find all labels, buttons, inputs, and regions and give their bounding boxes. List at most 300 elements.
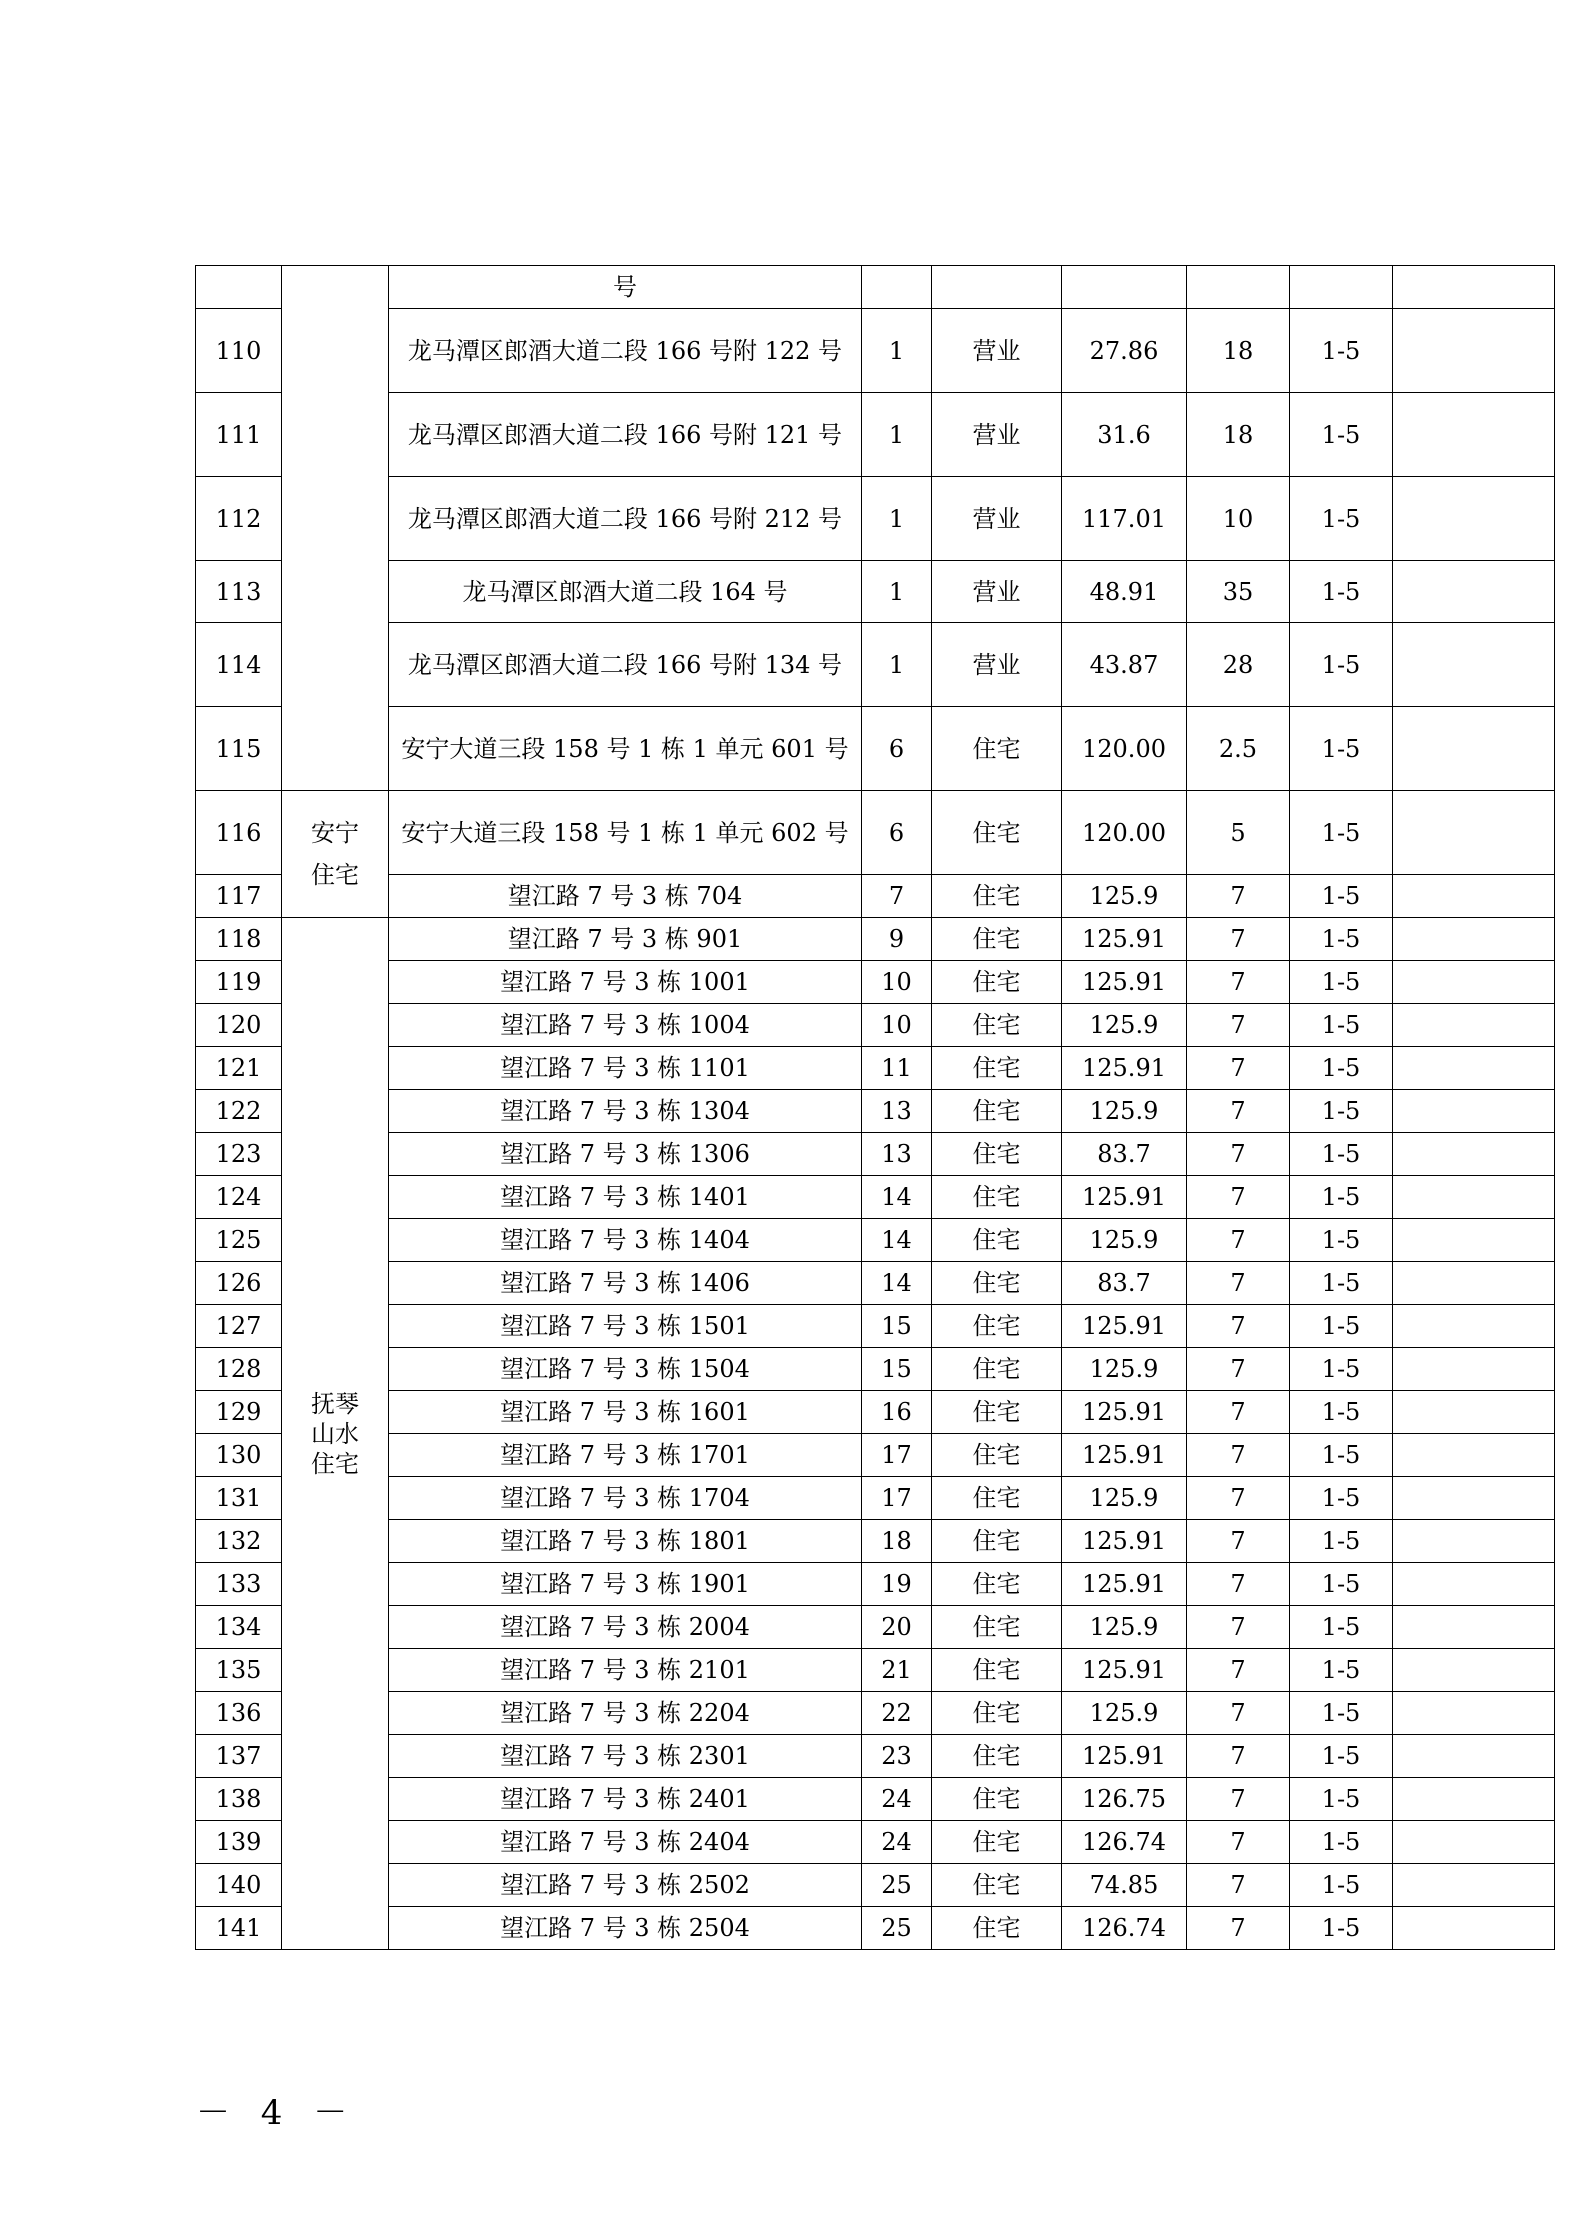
- value-cell: 28: [1187, 623, 1290, 707]
- value-cell: 7: [1187, 1864, 1290, 1907]
- area-cell: 125.91: [1062, 961, 1187, 1004]
- floor-cell: 14: [862, 1262, 932, 1305]
- floor-cell: 25: [862, 1907, 932, 1950]
- property-table: [195, 265, 1555, 1950]
- value-cell: 5: [1187, 791, 1290, 875]
- usage-cell: 住宅: [932, 1305, 1062, 1348]
- usage-cell: 住宅: [932, 1348, 1062, 1391]
- note-cell: [1393, 918, 1555, 961]
- row-number-cell: 130: [196, 1434, 282, 1477]
- term-cell: 1-5: [1290, 1176, 1393, 1219]
- note-cell: [1393, 1176, 1555, 1219]
- row-number-cell: 115: [196, 707, 282, 791]
- table-row: [196, 1907, 1555, 1950]
- area-cell: 125.91: [1062, 1391, 1187, 1434]
- floor-cell: 6: [862, 707, 932, 791]
- area-cell: 125.91: [1062, 1563, 1187, 1606]
- note-cell: [1393, 1305, 1555, 1348]
- row-number-cell: 122: [196, 1090, 282, 1133]
- value-cell: 7: [1187, 1692, 1290, 1735]
- address-cell: 望江路 7 号 3 栋 2101: [389, 1649, 862, 1692]
- note-cell: [1393, 707, 1555, 791]
- table-row: [196, 1778, 1555, 1821]
- note-cell: [1393, 1864, 1555, 1907]
- table-row: [196, 1133, 1555, 1176]
- value-cell: 7: [1187, 875, 1290, 918]
- row-number-cell: 128: [196, 1348, 282, 1391]
- floor-cell: 13: [862, 1133, 932, 1176]
- term-cell: [1290, 266, 1393, 309]
- table-row: [196, 561, 1555, 623]
- note-cell: [1393, 393, 1555, 477]
- area-cell: 120.00: [1062, 707, 1187, 791]
- usage-cell: 住宅: [932, 1262, 1062, 1305]
- value-cell: 18: [1187, 393, 1290, 477]
- value-cell: [1187, 266, 1290, 309]
- address-cell: 望江路 7 号 3 栋 901: [389, 918, 862, 961]
- note-cell: [1393, 1907, 1555, 1950]
- address-cell: 望江路 7 号 3 栋 1101: [389, 1047, 862, 1090]
- term-cell: 1-5: [1290, 477, 1393, 561]
- floor-cell: 1: [862, 393, 932, 477]
- row-number-cell: 113: [196, 561, 282, 623]
- value-cell: 7: [1187, 1262, 1290, 1305]
- term-cell: 1-5: [1290, 1821, 1393, 1864]
- table-row: [196, 791, 1555, 875]
- term-cell: 1-5: [1290, 1219, 1393, 1262]
- area-cell: 83.7: [1062, 1133, 1187, 1176]
- note-cell: [1393, 1391, 1555, 1434]
- area-cell: 125.91: [1062, 1649, 1187, 1692]
- term-cell: 1-5: [1290, 707, 1393, 791]
- usage-cell: 住宅: [932, 1133, 1062, 1176]
- row-number-cell: 137: [196, 1735, 282, 1778]
- address-cell: 望江路 7 号 3 栋 1304: [389, 1090, 862, 1133]
- table-row: [196, 1864, 1555, 1907]
- floor-cell: 20: [862, 1606, 932, 1649]
- floor-cell: 16: [862, 1391, 932, 1434]
- area-cell: 125.91: [1062, 1735, 1187, 1778]
- value-cell: 7: [1187, 1305, 1290, 1348]
- table-body: [196, 266, 1555, 1950]
- value-cell: 7: [1187, 1004, 1290, 1047]
- value-cell: 7: [1187, 1821, 1290, 1864]
- table-row: [196, 707, 1555, 791]
- group-name-cell: 安宁 住宅: [282, 791, 389, 918]
- area-cell: 125.91: [1062, 918, 1187, 961]
- value-cell: 7: [1187, 1133, 1290, 1176]
- table-row: [196, 1004, 1555, 1047]
- row-number-cell: 118: [196, 918, 282, 961]
- area-cell: 125.9: [1062, 875, 1187, 918]
- row-number-cell: 129: [196, 1391, 282, 1434]
- floor-cell: 22: [862, 1692, 932, 1735]
- term-cell: 1-5: [1290, 1563, 1393, 1606]
- term-cell: 1-5: [1290, 1520, 1393, 1563]
- usage-cell: 住宅: [932, 1907, 1062, 1950]
- row-number-cell: 141: [196, 1907, 282, 1950]
- row-number-cell: [196, 266, 282, 309]
- address-cell: 望江路 7 号 3 栋 2401: [389, 1778, 862, 1821]
- area-cell: 83.7: [1062, 1262, 1187, 1305]
- area-cell: 125.91: [1062, 1434, 1187, 1477]
- term-cell: 1-5: [1290, 1348, 1393, 1391]
- address-cell: 望江路 7 号 3 栋 1801: [389, 1520, 862, 1563]
- table-row: [196, 1692, 1555, 1735]
- usage-cell: 住宅: [932, 1434, 1062, 1477]
- usage-cell: 住宅: [932, 875, 1062, 918]
- address-cell: 望江路 7 号 3 栋 1504: [389, 1348, 862, 1391]
- row-number-cell: 121: [196, 1047, 282, 1090]
- row-number-cell: 116: [196, 791, 282, 875]
- usage-cell: 营业: [932, 309, 1062, 393]
- row-number-cell: 134: [196, 1606, 282, 1649]
- table-row: [196, 1305, 1555, 1348]
- value-cell: 7: [1187, 1649, 1290, 1692]
- floor-cell: 6: [862, 791, 932, 875]
- note-cell: [1393, 623, 1555, 707]
- term-cell: 1-5: [1290, 1735, 1393, 1778]
- floor-cell: 10: [862, 1004, 932, 1047]
- note-cell: [1393, 875, 1555, 918]
- floor-cell: 17: [862, 1434, 932, 1477]
- usage-cell: 住宅: [932, 1649, 1062, 1692]
- area-cell: 125.9: [1062, 1477, 1187, 1520]
- value-cell: 7: [1187, 1219, 1290, 1262]
- table-row: [196, 1262, 1555, 1305]
- table-row: [196, 1391, 1555, 1434]
- floor-cell: 1: [862, 477, 932, 561]
- value-cell: 2.5: [1187, 707, 1290, 791]
- address-cell: 龙马潭区郎酒大道二段 166 号附 212 号: [389, 477, 862, 561]
- area-cell: 125.91: [1062, 1305, 1187, 1348]
- table-row: [196, 1047, 1555, 1090]
- note-cell: [1393, 961, 1555, 1004]
- term-cell: 1-5: [1290, 1047, 1393, 1090]
- note-cell: [1393, 309, 1555, 393]
- usage-cell: 营业: [932, 393, 1062, 477]
- row-number-cell: 124: [196, 1176, 282, 1219]
- area-cell: 125.9: [1062, 1606, 1187, 1649]
- value-cell: 7: [1187, 1090, 1290, 1133]
- table-row: [196, 1477, 1555, 1520]
- table-row: [196, 309, 1555, 393]
- note-cell: [1393, 1606, 1555, 1649]
- usage-cell: [932, 266, 1062, 309]
- address-cell: 望江路 7 号 3 栋 1901: [389, 1563, 862, 1606]
- table-row: [196, 1348, 1555, 1391]
- note-cell: [1393, 477, 1555, 561]
- term-cell: 1-5: [1290, 1305, 1393, 1348]
- value-cell: 7: [1187, 918, 1290, 961]
- floor-cell: 14: [862, 1219, 932, 1262]
- area-cell: 117.01: [1062, 477, 1187, 561]
- term-cell: 1-5: [1290, 1778, 1393, 1821]
- note-cell: [1393, 1821, 1555, 1864]
- usage-cell: 住宅: [932, 1735, 1062, 1778]
- floor-cell: 7: [862, 875, 932, 918]
- group-name-cell: [282, 266, 389, 791]
- term-cell: 1-5: [1290, 1649, 1393, 1692]
- value-cell: 18: [1187, 309, 1290, 393]
- term-cell: 1-5: [1290, 791, 1393, 875]
- usage-cell: 营业: [932, 477, 1062, 561]
- table-row: [196, 1606, 1555, 1649]
- area-cell: 48.91: [1062, 561, 1187, 623]
- row-number-cell: 135: [196, 1649, 282, 1692]
- table-row: [196, 1219, 1555, 1262]
- row-number-cell: 112: [196, 477, 282, 561]
- address-cell: 安宁大道三段 158 号 1 栋 1 单元 601 号: [389, 707, 862, 791]
- value-cell: 7: [1187, 1606, 1290, 1649]
- group-name-cell: 抚琴 山水 住宅: [282, 918, 389, 1950]
- term-cell: 1-5: [1290, 1262, 1393, 1305]
- area-cell: 125.91: [1062, 1520, 1187, 1563]
- term-cell: 1-5: [1290, 561, 1393, 623]
- value-cell: 7: [1187, 1907, 1290, 1950]
- note-cell: [1393, 1262, 1555, 1305]
- area-cell: 43.87: [1062, 623, 1187, 707]
- note-cell: [1393, 1348, 1555, 1391]
- row-number-cell: 140: [196, 1864, 282, 1907]
- area-cell: 31.6: [1062, 393, 1187, 477]
- area-cell: 125.9: [1062, 1348, 1187, 1391]
- table-row: [196, 393, 1555, 477]
- address-cell: 龙马潭区郎酒大道二段 166 号附 122 号: [389, 309, 862, 393]
- value-cell: 7: [1187, 1047, 1290, 1090]
- floor-cell: 13: [862, 1090, 932, 1133]
- usage-cell: 住宅: [932, 1176, 1062, 1219]
- value-cell: 7: [1187, 1391, 1290, 1434]
- address-cell: 望江路 7 号 3 栋 2301: [389, 1735, 862, 1778]
- table-row: [196, 1520, 1555, 1563]
- row-number-cell: 119: [196, 961, 282, 1004]
- term-cell: 1-5: [1290, 1133, 1393, 1176]
- row-number-cell: 136: [196, 1692, 282, 1735]
- floor-cell: 18: [862, 1520, 932, 1563]
- term-cell: 1-5: [1290, 623, 1393, 707]
- value-cell: 7: [1187, 1477, 1290, 1520]
- floor-cell: 19: [862, 1563, 932, 1606]
- usage-cell: 住宅: [932, 1004, 1062, 1047]
- row-number-cell: 111: [196, 393, 282, 477]
- table-row: [196, 918, 1555, 961]
- note-cell: [1393, 1563, 1555, 1606]
- floor-cell: 24: [862, 1778, 932, 1821]
- table-row: [196, 1434, 1555, 1477]
- usage-cell: 住宅: [932, 1391, 1062, 1434]
- note-cell: [1393, 1692, 1555, 1735]
- address-cell: 望江路 7 号 3 栋 1401: [389, 1176, 862, 1219]
- usage-cell: 住宅: [932, 791, 1062, 875]
- value-cell: 7: [1187, 1348, 1290, 1391]
- value-cell: 7: [1187, 1563, 1290, 1606]
- row-number-cell: 125: [196, 1219, 282, 1262]
- term-cell: 1-5: [1290, 1864, 1393, 1907]
- value-cell: 7: [1187, 1778, 1290, 1821]
- usage-cell: 住宅: [932, 1477, 1062, 1520]
- table-row: [196, 1176, 1555, 1219]
- table-row: [196, 1649, 1555, 1692]
- floor-cell: 1: [862, 561, 932, 623]
- usage-cell: 住宅: [932, 1219, 1062, 1262]
- address-cell: 望江路 7 号 3 栋 1601: [389, 1391, 862, 1434]
- term-cell: 1-5: [1290, 1907, 1393, 1950]
- row-number-cell: 138: [196, 1778, 282, 1821]
- row-number-cell: 133: [196, 1563, 282, 1606]
- row-number-cell: 117: [196, 875, 282, 918]
- note-cell: [1393, 791, 1555, 875]
- usage-cell: 住宅: [932, 1864, 1062, 1907]
- area-cell: 120.00: [1062, 791, 1187, 875]
- table-row: [196, 875, 1555, 918]
- usage-cell: 住宅: [932, 1778, 1062, 1821]
- note-cell: [1393, 1520, 1555, 1563]
- usage-cell: 住宅: [932, 1563, 1062, 1606]
- value-cell: 7: [1187, 1520, 1290, 1563]
- page-number: － 4 －: [196, 2093, 358, 2133]
- table-row: [196, 1735, 1555, 1778]
- address-cell: 望江路 7 号 3 栋 1004: [389, 1004, 862, 1047]
- value-cell: 7: [1187, 961, 1290, 1004]
- table-row: [196, 266, 1555, 309]
- address-cell: 望江路 7 号 3 栋 1001: [389, 961, 862, 1004]
- usage-cell: 营业: [932, 623, 1062, 707]
- note-cell: [1393, 1090, 1555, 1133]
- area-cell: 126.74: [1062, 1821, 1187, 1864]
- note-cell: [1393, 1047, 1555, 1090]
- usage-cell: 住宅: [932, 707, 1062, 791]
- usage-cell: 住宅: [932, 1692, 1062, 1735]
- address-cell: 望江路 7 号 3 栋 2502: [389, 1864, 862, 1907]
- area-cell: 125.9: [1062, 1219, 1187, 1262]
- floor-cell: 14: [862, 1176, 932, 1219]
- usage-cell: 营业: [932, 561, 1062, 623]
- address-cell: 号: [389, 266, 862, 309]
- row-number-cell: 131: [196, 1477, 282, 1520]
- area-cell: 125.9: [1062, 1090, 1187, 1133]
- address-cell: 望江路 7 号 3 栋 2404: [389, 1821, 862, 1864]
- value-cell: 35: [1187, 561, 1290, 623]
- note-cell: [1393, 1434, 1555, 1477]
- term-cell: 1-5: [1290, 309, 1393, 393]
- table-row: [196, 477, 1555, 561]
- note-cell: [1393, 561, 1555, 623]
- note-cell: [1393, 1649, 1555, 1692]
- address-cell: 望江路 7 号 3 栋 1704: [389, 1477, 862, 1520]
- address-cell: 望江路 7 号 3 栋 2004: [389, 1606, 862, 1649]
- row-number-cell: 110: [196, 309, 282, 393]
- term-cell: 1-5: [1290, 961, 1393, 1004]
- table-row: [196, 1090, 1555, 1133]
- address-cell: 望江路 7 号 3 栋 1406: [389, 1262, 862, 1305]
- value-cell: 7: [1187, 1434, 1290, 1477]
- table-row: [196, 1821, 1555, 1864]
- address-cell: 龙马潭区郎酒大道二段 166 号附 134 号: [389, 623, 862, 707]
- term-cell: 1-5: [1290, 1004, 1393, 1047]
- value-cell: 10: [1187, 477, 1290, 561]
- floor-cell: 17: [862, 1477, 932, 1520]
- address-cell: 望江路 7 号 3 栋 1701: [389, 1434, 862, 1477]
- usage-cell: 住宅: [932, 1047, 1062, 1090]
- floor-cell: 10: [862, 961, 932, 1004]
- area-cell: 125.91: [1062, 1047, 1187, 1090]
- usage-cell: 住宅: [932, 918, 1062, 961]
- address-cell: 望江路 7 号 3 栋 1501: [389, 1305, 862, 1348]
- row-number-cell: 126: [196, 1262, 282, 1305]
- note-cell: [1393, 1477, 1555, 1520]
- floor-cell: 23: [862, 1735, 932, 1778]
- area-cell: 125.9: [1062, 1692, 1187, 1735]
- floor-cell: [862, 266, 932, 309]
- table-row: [196, 1563, 1555, 1606]
- term-cell: 1-5: [1290, 1090, 1393, 1133]
- table-row: [196, 961, 1555, 1004]
- address-cell: 望江路 7 号 3 栋 2504: [389, 1907, 862, 1950]
- address-cell: 望江路 7 号 3 栋 1306: [389, 1133, 862, 1176]
- area-cell: 125.91: [1062, 1176, 1187, 1219]
- area-cell: [1062, 266, 1187, 309]
- note-cell: [1393, 1778, 1555, 1821]
- floor-cell: 21: [862, 1649, 932, 1692]
- table-row: [196, 623, 1555, 707]
- row-number-cell: 120: [196, 1004, 282, 1047]
- floor-cell: 9: [862, 918, 932, 961]
- note-cell: [1393, 266, 1555, 309]
- address-cell: 望江路 7 号 3 栋 2204: [389, 1692, 862, 1735]
- floor-cell: 1: [862, 623, 932, 707]
- term-cell: 1-5: [1290, 1391, 1393, 1434]
- note-cell: [1393, 1004, 1555, 1047]
- usage-cell: 住宅: [932, 1606, 1062, 1649]
- note-cell: [1393, 1133, 1555, 1176]
- area-cell: 27.86: [1062, 309, 1187, 393]
- term-cell: 1-5: [1290, 1692, 1393, 1735]
- floor-cell: 15: [862, 1305, 932, 1348]
- address-cell: 望江路 7 号 3 栋 1404: [389, 1219, 862, 1262]
- floor-cell: 1: [862, 309, 932, 393]
- area-cell: 125.9: [1062, 1004, 1187, 1047]
- floor-cell: 24: [862, 1821, 932, 1864]
- row-number-cell: 123: [196, 1133, 282, 1176]
- address-cell: 龙马潭区郎酒大道二段 166 号附 121 号: [389, 393, 862, 477]
- address-cell: 龙马潭区郎酒大道二段 164 号: [389, 561, 862, 623]
- row-number-cell: 132: [196, 1520, 282, 1563]
- term-cell: 1-5: [1290, 875, 1393, 918]
- term-cell: 1-5: [1290, 1477, 1393, 1520]
- usage-cell: 住宅: [932, 1821, 1062, 1864]
- term-cell: 1-5: [1290, 1434, 1393, 1477]
- floor-cell: 25: [862, 1864, 932, 1907]
- floor-cell: 11: [862, 1047, 932, 1090]
- term-cell: 1-5: [1290, 1606, 1393, 1649]
- usage-cell: 住宅: [932, 1520, 1062, 1563]
- row-number-cell: 114: [196, 623, 282, 707]
- address-cell: 望江路 7 号 3 栋 704: [389, 875, 862, 918]
- usage-cell: 住宅: [932, 1090, 1062, 1133]
- area-cell: 74.85: [1062, 1864, 1187, 1907]
- note-cell: [1393, 1735, 1555, 1778]
- value-cell: 7: [1187, 1176, 1290, 1219]
- address-cell: 安宁大道三段 158 号 1 栋 1 单元 602 号: [389, 791, 862, 875]
- note-cell: [1393, 1219, 1555, 1262]
- area-cell: 126.74: [1062, 1907, 1187, 1950]
- value-cell: 7: [1187, 1735, 1290, 1778]
- usage-cell: 住宅: [932, 961, 1062, 1004]
- floor-cell: 15: [862, 1348, 932, 1391]
- row-number-cell: 127: [196, 1305, 282, 1348]
- term-cell: 1-5: [1290, 918, 1393, 961]
